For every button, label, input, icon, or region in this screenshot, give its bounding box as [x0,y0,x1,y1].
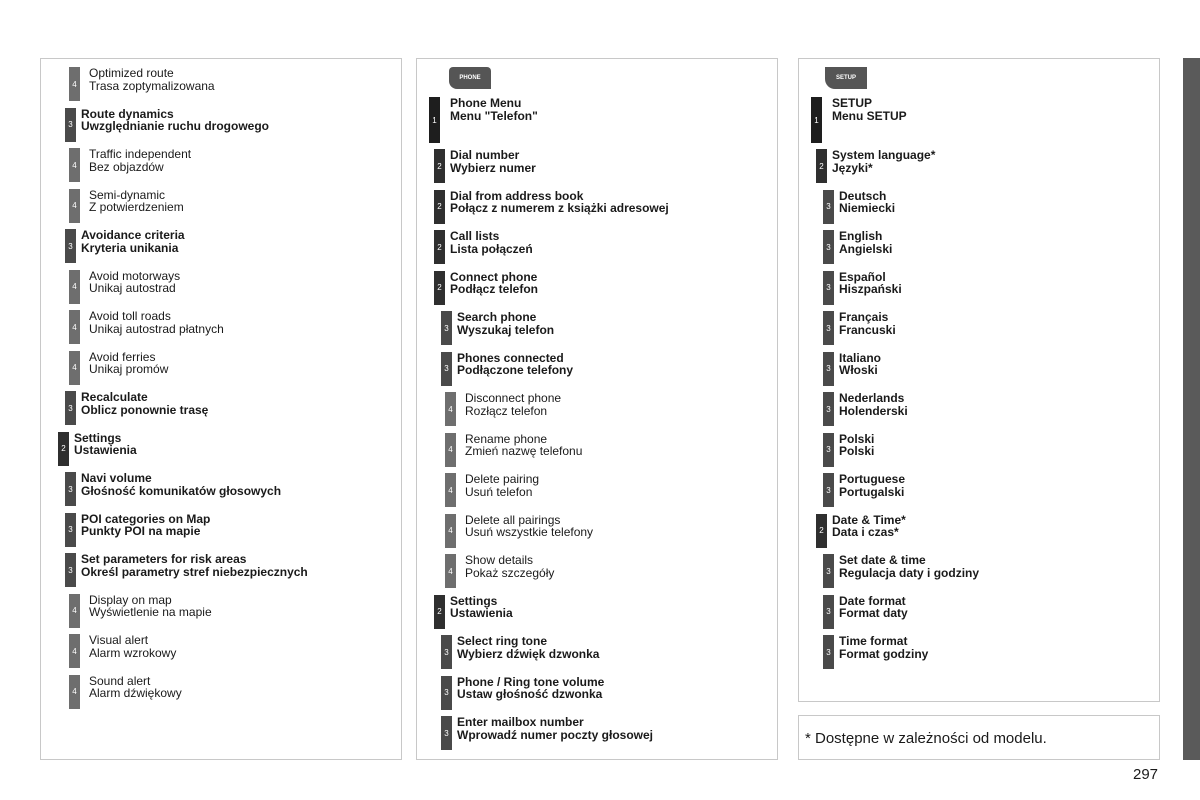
label-english: Call lists [450,229,500,243]
label-english: Traffic independent [89,147,192,161]
label-english: Recalculate [81,390,148,404]
label-english: Navi volume [81,471,152,485]
menu-item [417,554,777,595]
level-marker: 3 [65,553,76,587]
level-marker: 4 [69,270,80,304]
level-marker: 4 [69,310,80,344]
menu-item-label [81,513,210,538]
level-marker: 3 [823,190,834,224]
label-english: Date format [839,593,906,608]
menu-item [41,553,401,594]
page-number: 297 [1133,766,1159,783]
label-english: Semi-dynamic [89,187,166,202]
label-english: Search phone [457,310,537,324]
label-polish: Ustawienia [74,443,137,457]
label-polish: Lista połączeń [450,241,533,256]
level-marker: 2 [434,230,445,264]
label-polish: Angielski [839,241,893,256]
menu-item [417,433,777,474]
level-marker: 3 [823,311,834,345]
menu-item-label [839,635,928,660]
menu-item-label [839,311,896,336]
label-polish: Głośność komunikatów głosowych [81,483,282,498]
label-english: Connect phone [450,269,538,284]
level-marker: 4 [445,433,456,467]
label-english: Select ring tone [457,634,548,648]
menu-item-label [81,391,208,416]
level-marker: 3 [65,391,76,425]
menu-item-label [450,97,538,122]
menu-item-label [89,189,184,214]
level-marker: 4 [445,514,456,548]
label-polish: Alarm dźwiękowy [89,686,182,700]
level-marker: 4 [69,675,80,709]
menu-item-label [457,352,573,377]
label-polish: Oblicz ponownie trasę [81,402,209,417]
menu-item [41,229,401,270]
label-english: Time format [839,634,908,648]
label-english: Phones connected [457,350,564,365]
menu-item [417,97,777,149]
level-marker: 2 [816,514,827,548]
level-marker: 3 [823,392,834,426]
menu-item [417,352,777,393]
level-marker: 2 [816,149,827,183]
level-marker: 2 [434,271,445,305]
label-polish: Polski [839,444,875,458]
menu-item-label [450,190,669,215]
menu-item-label [839,271,902,296]
level-marker: 4 [445,392,456,426]
menu-item [41,67,401,108]
label-english: Delete pairing [465,472,540,486]
label-polish: Format godziny [839,646,929,661]
label-english: Visual alert [89,633,149,647]
label-english: Rename phone [465,431,548,446]
menu-item [799,352,1159,393]
label-english: Nederlands [839,391,905,405]
level-marker: 2 [58,432,69,466]
label-english: Optimized route [89,66,174,80]
label-polish: Punkty POI na mapie [81,524,201,538]
menu-item [799,433,1159,474]
menu-item-label [465,392,561,417]
menu-item [417,473,777,514]
menu-item [799,595,1159,636]
menu-item-label [839,352,881,377]
label-english: English [839,229,883,243]
label-english: Sound alert [89,673,151,688]
label-polish: Określ parametry stref niebezpiecznych [81,564,308,579]
menu-item [417,595,777,636]
phone-tab-icon: PHONE [449,67,491,89]
label-polish: Hiszpański [839,282,902,296]
label-english: Settings [450,593,498,608]
menu-item-label [457,716,653,741]
level-marker: 4 [69,351,80,385]
label-polish: Francuski [839,322,896,337]
level-marker: 4 [69,67,80,101]
label-polish: Podłączone telefony [457,363,574,377]
menu-item-label [89,351,168,376]
menu-item [417,514,777,555]
label-english: System language* [832,148,936,162]
menu-item [799,190,1159,231]
menu-item [799,554,1159,595]
label-english: Set date & time [839,553,926,567]
label-english: POI categories on Map [81,511,211,526]
level-marker: 3 [441,635,452,669]
label-polish: Języki* [832,160,873,175]
label-polish: Wybierz numer [450,160,536,175]
label-english: Polski [839,431,875,446]
level-marker: 4 [69,634,80,668]
label-english: Dial number [450,148,520,162]
label-polish: Data i czas* [832,525,899,539]
label-english: SETUP [832,96,873,110]
level-marker: 3 [823,595,834,629]
menu-item [41,634,401,675]
menu-item-label [81,553,308,578]
menu-item [41,513,401,554]
label-polish: Format daty [839,606,908,620]
level-marker: 4 [69,594,80,628]
label-polish: Niemiecki [839,201,896,215]
level-marker: 3 [823,635,834,669]
label-english: Date & Time* [832,512,906,527]
level-marker: 3 [823,352,834,386]
menu-item-label [89,310,224,335]
menu-item-label [74,432,137,457]
label-polish: Unikaj autostrad [89,281,176,295]
menu-item [41,351,401,392]
label-english: Italiano [839,350,882,365]
label-polish: Usuń telefon [465,484,533,499]
label-english: Français [839,310,889,324]
label-polish: Unikaj autostrad płatnych [89,321,224,336]
menu-item [799,473,1159,514]
label-english: Route dynamics [81,106,174,121]
menu-item-label [839,554,979,579]
menu-item-label [89,594,212,619]
menu-item-label [465,473,539,498]
label-polish: Wyszukaj telefon [457,322,555,337]
menu-item-label [832,149,935,174]
label-english: Show details [465,553,534,567]
menu-item [41,432,401,473]
level-marker: 4 [69,148,80,182]
label-english: Set parameters for risk areas [81,552,247,566]
menu-item [417,635,777,676]
menu-item [41,472,401,513]
label-polish: Trasa zoptymalizowana [89,78,215,93]
menu-item-label [839,433,874,458]
menu-item [41,675,401,716]
label-polish: Kryteria unikania [81,240,179,255]
setup-tab-icon: SETUP [825,67,867,89]
label-english: Delete all pairings [465,512,561,527]
level-marker: 3 [441,676,452,710]
menu-item [417,311,777,352]
menu-item-label [89,67,215,92]
menu-item-label [450,271,538,296]
menu-item-label [457,676,604,701]
label-english: Portuguese [839,472,906,486]
menu-item [799,271,1159,312]
menu-item-label [89,675,182,700]
menu-item [799,97,1159,149]
label-polish: Holenderski [839,403,908,418]
menu-item [417,149,777,190]
label-english: Deutsch [839,188,887,203]
level-marker: 3 [441,352,452,386]
label-polish: Rozłącz telefon [465,403,548,418]
label-polish: Zmień nazwę telefonu [465,444,583,458]
menu-item-label [457,311,554,336]
menu-item [799,311,1159,352]
menu-item [417,230,777,271]
menu-list [799,97,1159,676]
menu-item-label [839,595,908,620]
label-polish: Bez objazdów [89,159,164,174]
menu-item [417,676,777,717]
label-english: Phone Menu [450,96,522,110]
label-english: Disconnect phone [465,391,562,405]
label-polish: Wybierz dźwięk dzwonka [457,646,600,661]
menu-item-label [465,433,582,458]
menu-item-label [450,149,536,174]
menu-item-label [81,472,281,497]
footnote-box [798,715,1160,760]
level-marker: 4 [445,554,456,588]
label-english: Settings [74,430,122,445]
menu-item-label [450,230,533,255]
menu-item-label [457,635,599,660]
menu-list [41,67,401,715]
menu-item-label [465,514,593,539]
label-polish: Pokaż szczegóły [465,565,555,580]
level-marker: 3 [65,108,76,142]
menu-item [799,230,1159,271]
menu-panel-phone [416,58,778,760]
menu-item [41,270,401,311]
menu-item-label [465,554,554,579]
level-marker: 3 [65,229,76,263]
level-marker: 4 [445,473,456,507]
menu-item-label [89,148,191,173]
menu-panel-navigation [40,58,402,760]
menu-item-label [450,595,513,620]
level-marker: 3 [823,271,834,305]
label-english: Avoid motorways [89,268,181,283]
menu-item [799,149,1159,190]
label-polish: Usuń wszystkie telefony [465,525,594,539]
label-polish: Ustaw głośność dzwonka [457,687,603,701]
label-english: Avoidance criteria [81,228,185,242]
label-polish: Wprowadź numer poczty głosowej [457,727,654,742]
label-polish: Alarm wzrokowy [89,645,177,660]
level-marker: 3 [823,554,834,588]
menu-item-label [89,270,180,295]
menu-item [41,108,401,149]
menu-item-label [839,392,908,417]
menu-item-label [89,634,176,659]
label-english: Display on map [89,592,172,607]
label-polish: Połącz z numerem z książki adresowej [450,201,669,215]
level-marker: 2 [434,149,445,183]
label-english: Dial from address book [450,188,584,203]
menu-item [41,310,401,351]
menu-item-label [839,230,892,255]
level-marker: 1 [429,97,440,143]
menu-item-label [832,514,906,539]
label-english: Enter mailbox number [457,715,584,729]
label-english: Avoid ferries [89,349,156,364]
label-english: Avoid toll roads [89,309,171,323]
menu-item [417,716,777,757]
level-marker: 3 [65,472,76,506]
level-marker: 2 [434,595,445,629]
menu-item [799,635,1159,676]
label-polish: Włoski [839,363,878,377]
level-marker: 3 [823,433,834,467]
menu-item-label [839,190,895,215]
menu-panel-setup [798,58,1160,702]
menu-list [417,97,777,757]
menu-item [799,514,1159,555]
label-polish: Wyświetlenie na mapie [89,605,212,619]
label-polish: Z potwierdzeniem [89,200,184,214]
level-marker: 3 [65,513,76,547]
label-polish: Menu SETUP [832,108,907,123]
menu-item-label [832,97,907,122]
level-marker: 3 [441,311,452,345]
label-polish: Menu "Telefon" [450,108,538,123]
label-polish: Regulacja daty i godziny [839,565,980,580]
label-polish: Ustawienia [450,606,513,620]
label-polish: Unikaj promów [89,362,169,376]
menu-item [799,392,1159,433]
level-marker: 2 [434,190,445,224]
menu-item [417,392,777,433]
footnote-text: * Dostępne w zależności od modelu. [805,730,1047,747]
label-polish: Podłącz telefon [450,282,539,296]
level-marker: 3 [823,473,834,507]
menu-item [41,148,401,189]
level-marker: 1 [811,97,822,143]
level-marker: 4 [69,189,80,223]
menu-item [417,271,777,312]
menu-item [417,190,777,231]
chapter-side-strip [1183,58,1200,760]
menu-item [41,594,401,635]
menu-item [41,189,401,230]
level-marker: 3 [823,230,834,264]
label-english: Phone / Ring tone volume [457,674,605,689]
menu-item-label [81,229,185,254]
label-english: Español [839,269,886,284]
label-polish: Portugalski [839,484,905,499]
label-polish: Uwzględnianie ruchu drogowego [81,119,270,133]
menu-item-label [839,473,905,498]
menu-item-label [81,108,269,133]
menu-item [41,391,401,432]
level-marker: 3 [441,716,452,750]
